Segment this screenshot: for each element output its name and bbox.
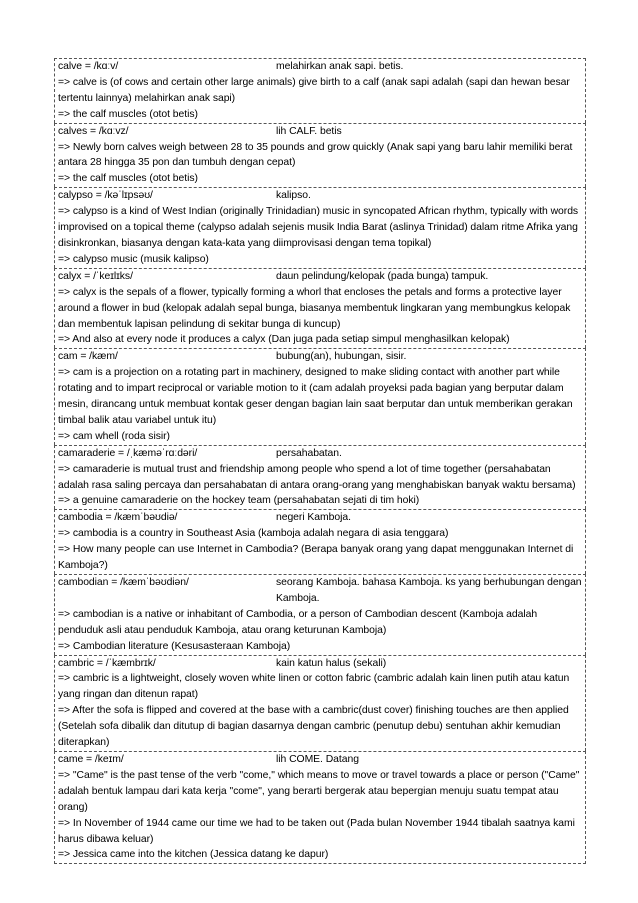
entry-example: => How many people can use Internet in Cambodia? (Berapa banyak orang yang dapat menggunakan Internet di Kamboja?) xyxy=(58,544,574,572)
dictionary-entry xyxy=(54,509,586,574)
entry-headline xyxy=(58,656,583,672)
entry-example: => Cambodian literature (Kesusasteraan Kamboja) xyxy=(58,640,291,652)
entry-headword: came = /keɪm/ xyxy=(58,753,124,765)
dictionary-entries xyxy=(54,58,586,864)
entry-example: => After the sofa is flipped and covered at the base with a cambric(dust cover) finishing touches are then applied (Setelah sofa dibalik dan ditutup di bagian dasarnya dengan cambric (penutup debu) sentuhan akhir kemudian diterapkan) xyxy=(58,705,569,749)
entry-translation: seorang Kamboja. bahasa Kamboja. ks yang berhubungan dengan Kamboja. xyxy=(276,577,582,604)
entry-translation: negeri Kamboja. xyxy=(276,512,351,524)
entry-headword: calypso = /kəˈlɪpsəʊ/ xyxy=(58,190,153,202)
entry-definition: => cam is a projection on a rotating part in machinery, designed to make sliding contact with another part while rotating and to impart reciprocal or variable motion to it (cam adalah proyeksi pada bagian yang berputar dalam mesin, dirancang untuk membuat kontak geser dengan bagian lain saat berputar dan untuk memberikan gerakan timbal balik atau variabel untuk itu) xyxy=(58,367,573,426)
entry-headline xyxy=(58,752,583,768)
entry-headword: calves = /kɑːvz/ xyxy=(58,125,129,137)
entry-headline xyxy=(58,269,583,285)
entry-headline xyxy=(58,349,583,365)
entry-definition: => calyx is the sepals of a flower, typically forming a whorl that encloses the petals and forms a protective layer around a flower in bud (kelopak adalah sepal bunga, biasanya membentuk lingkaran yang membungkus kelopak dan membentuk lapisan pelindung di sekitar bunga di kuncup) xyxy=(58,286,571,330)
dictionary-entry xyxy=(54,187,586,268)
entry-headline xyxy=(58,446,583,462)
entry-headword: cam = /kæm/ xyxy=(58,351,118,363)
dictionary-entry xyxy=(54,751,586,864)
dictionary-entry xyxy=(54,123,586,188)
entry-translation: lih COME. Datang xyxy=(276,753,359,765)
entry-example: => the calf muscles (otot betis) xyxy=(58,108,198,120)
entry-definition: => cambodia is a country in Southeast Asia (kamboja adalah negara di asia tenggara) xyxy=(58,528,449,540)
dictionary-entry xyxy=(54,268,586,349)
entry-translation: daun pelindung/kelopak (pada bunga) tampuk. xyxy=(276,270,489,282)
entry-headword: cambric = /ˈkæmbrɪk/ xyxy=(58,657,156,669)
entry-translation: kain katun halus (sekali) xyxy=(276,657,387,669)
entry-example: => And also at every node it produces a calyx (Dan juga pada setiap simpul menghasilkan kelopak) xyxy=(58,334,510,346)
entry-translation: lih CALF. betis xyxy=(276,125,342,137)
dictionary-entry xyxy=(54,58,586,123)
entry-headline xyxy=(58,59,583,75)
entry-definition: => calve is (of cows and certain other large animals) give birth to a calf (anak sapi adalah (sapi dan hewan besar tertentu lainnya) melahirkan anak sapi) xyxy=(58,76,570,104)
entry-definition: => cambodian is a native or inhabitant of Cambodia, or a person of Cambodian descent (Kamboja adalah penduduk asli atau penduduk Kamboja, atau orang keturunan Kamboja) xyxy=(58,608,538,636)
dictionary-entry xyxy=(54,445,586,510)
entry-example: => In November of 1944 came our time we had to be taken out (Pada bulan November 1944 tibalah saatnya kami harus dibawa keluar) xyxy=(58,817,575,845)
entry-definition: => Newly born calves weigh between 28 to 35 pounds and grow quickly (Anak sapi yang baru lahir memiliki berat antara 28 hingga 35 pon dan tumbuh dengan cepat) xyxy=(58,141,573,169)
entry-translation: kalipso. xyxy=(276,190,311,202)
entry-example: => Jessica came into the kitchen (Jessica datang ke dapur) xyxy=(58,849,329,861)
entry-headline xyxy=(58,510,583,526)
entry-translation: persahabatan. xyxy=(276,447,342,459)
entry-headword: cambodian = /kæmˈbəʊdiən/ xyxy=(58,577,189,588)
entry-headword: cambodia = /kæmˈbəʊdiə/ xyxy=(58,512,178,524)
dictionary-entry xyxy=(54,574,586,655)
entry-definition: => calypso is a kind of West Indian (originally Trinidadian) music in syncopated African rhythm, typically with words improvised on a topical theme (calypso adalah sejenis musik India Barat (aslinya Trinidad) dalam ritme Afrika yang disinkronkan, biasanya dengan kata-kata yang diimprovisasi dengan tema topikal) xyxy=(58,206,579,249)
entry-definition: => "Came" is the past tense of the verb "come," which means to move or travel towards a place or person ("Came" adalah bentuk lampau dari kata kerja "come", yang berarti bergerak atau bepergian menuju suatu tempat atau orang) xyxy=(58,769,580,813)
entry-example: => the calf muscles (otot betis) xyxy=(58,173,198,185)
entry-headline xyxy=(58,188,583,204)
entry-example: => a genuine camaraderie on the hockey team (persahabatan sejati di tim hoki) xyxy=(58,495,420,507)
entry-definition: => camaraderie is mutual trust and friendship among people who spend a lot of time together (persahabatan adalah rasa saling percaya dan persahabatan di antara orang-orang yang menghabiskan banyak waktu bersama) xyxy=(58,463,576,491)
entry-example: => calypso music (musik kalipso) xyxy=(58,253,209,265)
dictionary-entry xyxy=(54,655,586,751)
entry-translation: melahirkan anak sapi. betis. xyxy=(276,61,404,72)
entry-headword: calve = /kɑːv/ xyxy=(58,61,119,72)
entry-headline xyxy=(58,124,583,140)
entry-translation: bubung(an), hubungan, sisir. xyxy=(276,351,407,363)
entry-example: => cam whell (roda sisir) xyxy=(58,430,170,442)
dictionary-entry xyxy=(54,348,586,444)
entry-headline xyxy=(58,575,583,607)
entry-headword: camaraderie = /ˌkæməˈrɑːdəri/ xyxy=(58,447,198,459)
entry-definition: => cambric is a lightweight, closely woven white linen or cotton fabric (cambric adalah kain linen putih atau katun yang ringan dan ditenun rapat) xyxy=(58,673,570,701)
entry-headword: calyx = /ˈkeɪlɪks/ xyxy=(58,270,133,282)
